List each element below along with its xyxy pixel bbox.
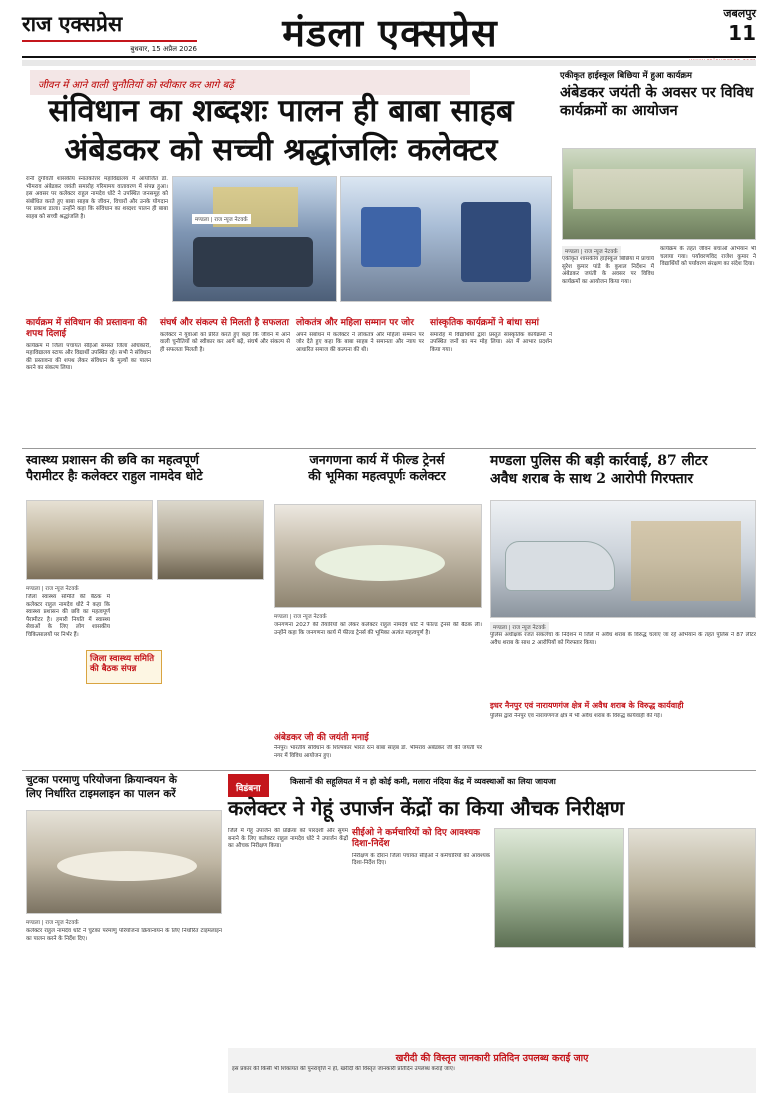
masthead-title: मंडला एक्सप्रेस <box>282 10 498 55</box>
story3-photo <box>490 500 756 618</box>
sub1 <box>26 318 151 403</box>
main-kicker-text: जीवन में आने वाली चुनौतियों को स्वीकार कर आगे बढ़ें <box>38 80 234 91</box>
masthead-strip <box>22 60 756 66</box>
story1-title-line2: पैरामीटर हैः कलेक्टर राहुल नामदेव धोटे <box>26 468 203 484</box>
story5-photo-1 <box>494 828 624 948</box>
main-lead-text <box>26 176 168 336</box>
story4-title-line1: चुटका परमाणु परियोजना क्रियान्वयन के <box>26 774 177 786</box>
story1-box <box>86 650 162 684</box>
story3-title-line2: अवैध शराब के साथ 2 आरोपी गिरफ्तार <box>490 471 694 488</box>
right1 <box>560 70 756 120</box>
story5-bottom-title: खरीदी की विस्तृत जानकारी प्रतिदिन उपलब्ध कराई जाए <box>395 1053 589 1064</box>
story3-sub <box>490 700 756 743</box>
right1-text1: एकीकृत शासकीय हाईस्कूल बिछिया में प्राचार्य सुरेश कुमार पांडे के कुशल निर्देशन में अंबेडकर जयंती के अवसर पर विविध कार्यक्रमों का आयोजन किया गया। <box>562 256 654 285</box>
story5-bottom <box>228 1048 756 1093</box>
story1-title-line1: स्वास्थ्य प्रशासन की छवि का महत्वपूर्ण <box>26 452 199 467</box>
masthead-left <box>22 10 197 54</box>
sub2-title: संघर्ष और संकल्प से मिलती है सफलता <box>160 318 289 328</box>
masthead-brand: राज एक्सप्रेस <box>22 10 197 42</box>
right1-title: अंबेडकर जयंती के अवसर पर विविध कार्यक्रमों का आयोजन <box>560 84 754 120</box>
masthead-city: जबलपुर <box>723 7 756 20</box>
rule-1 <box>22 448 756 449</box>
main-byline: मण्डला | राज न्यूज नेटवर्क <box>192 214 251 224</box>
story4-byline: मण्डला | राज न्यूज नेटवर्क <box>26 920 79 926</box>
story1-headline <box>26 452 264 485</box>
masthead-date: बुधवार, 15 अप्रैल 2026 <box>130 45 197 53</box>
main-headline-line1: संविधान का शब्दशः पालन ही बाबा साहब <box>48 93 514 129</box>
story2-title-line2: की भूमिका महत्वपूर्णः कलेक्टर <box>308 468 446 484</box>
story2-headline <box>270 452 484 485</box>
story1-text: जिला स्वास्थ्य समिति की बैठक में कलेक्टर राहुल नामदेव धोटे ने कहा कि स्वास्थ्य प्रशासन की छवि का महत्वपूर्ण पैरामीटर है। हमारी नियति में स्वास्थ्य सेवाओं के लिए लोग शासकीय चिकित्सालयों पर निर्भर हैं। <box>26 594 110 638</box>
main-headline <box>26 92 536 170</box>
story4-title-line2: लिए निर्धारित टाइमलाइन का पालन करें <box>26 787 176 800</box>
main-photo-right <box>340 176 552 302</box>
right1-text2: कार्यक्रम के तहत जीवन बचाओ अभियान भी चलाया गया। पर्यावरणविद राजेश कुमार ने विद्यार्थियों को पर्यावरण संरक्षण का संदेश दिया। <box>660 246 756 268</box>
rule-2 <box>22 770 756 771</box>
story2-photo <box>274 504 482 608</box>
story4-photo <box>26 810 222 914</box>
sub1-title: कार्यक्रम में संविधान की प्रस्तावना की शपथ दिलाई <box>26 318 147 339</box>
right1-byline: मण्डला | राज न्यूज नेटवर्क <box>562 246 621 256</box>
story4 <box>26 774 226 801</box>
story3-title-line1: मण्डला पुलिस की बड़ी कार्रवाई, 87 लीटर <box>490 453 708 469</box>
story2-subtext: नैनपुर। भारतीय संविधान के शिल्पकार भारत रत्न बाबा साहब डॉ. भीमराव अंबेडकर जी की जयंती पर नगर में विविध आयोजन हुए। <box>274 745 482 759</box>
story4-text: कलेक्टर राहुल नामदेव धोटे ने चुटका परमाणु परियोजना क्रियान्वयन के लिए निर्धारित टाइमलाइन का पालन करने के निर्देश दिए। <box>26 928 222 942</box>
main-photo-left <box>172 176 337 302</box>
sub4-title: सांस्कृतिक कार्यक्रमों ने बांधा समां <box>430 318 539 328</box>
story1-box-title: जिला स्वास्थ्य समिति की बैठक संपन्न <box>90 654 155 675</box>
sub1-text: कार्यक्रम में जिला पंचायत सीईओ समस्त जिला अधिकारी, महाविद्यालय स्टाफ और विद्यार्थी उपस्थित रहे। सभी ने संविधान की प्रस्तावना की शपथ लेकर संविधान के मूल्यों का पालन करने का संकल्प लिया। <box>26 342 151 372</box>
story1-photo-2 <box>157 500 264 580</box>
story4-headline <box>26 774 226 801</box>
story3-text: पुलिस अधीक्षक रजत सकलेचा के निर्देशन में जिले में अवैध शराब के विरुद्ध चलाए जा रहे अभियान के तहत पुलिस ने 87 लीटर अवैध शराब के साथ 2 आरोपियों को गिरफ्तार किया। <box>490 632 756 646</box>
story3 <box>490 452 756 488</box>
sub3 <box>296 318 424 392</box>
right1-photo <box>562 148 756 240</box>
sub4 <box>430 318 552 392</box>
story2-title-line1: जनगणना कार्य में फील्ड ट्रेनर्स <box>309 452 445 467</box>
story5-subtext: निरीक्षण के दौरान जिला पंचायत सीईओ ने कर्मचारियों को आवश्यक दिशा-निर्देश दिए। <box>352 852 490 867</box>
right1-kicker: एकीकृत हाईस्कूल बिछिया में हुआ कार्यक्रम <box>560 71 692 81</box>
story2-subtitle: अंबेडकर जी की जयंती मनाई <box>274 733 369 743</box>
story2-sub <box>274 730 482 773</box>
story5-title: कलेक्टर ने गेहूं उपार्जन केंद्रों का किया औचक निरीक्षण <box>228 796 625 820</box>
main-lead: रानी दुर्गावती शासकीय स्नातकोत्तर महाविद्यालय में आयोजित डॉ. भीमराव अंबेडकर जयंती समारोह गरिमामय वातावरण में संपन्न हुआ। इस अवसर पर कलेक्टर राहुल नामदेव धोटे ने उपस्थित जनसमूह को संबोधित करते हुए बाबा साहब के जीवन, विचारों और उनके योगदान पर प्रकाश डाला। उन्होंने कहा कि संविधान का शब्दशः पालन ही बाबा साहब को सच्ची श्रद्धांजलि है। <box>26 176 168 220</box>
story1-photo-1 <box>26 500 153 580</box>
story2-byline: मण्डला | राज न्यूज नेटवर्क <box>274 614 327 620</box>
story2-text: जनगणना 2027 की तैयारियों को लेकर कलेक्टर राहुल नामदेव धोटे ने फील्ड ट्रेनर्स की बैठक ली। उन्होंने कहा कि जनगणना कार्य में फील्ड ट्रेनर्स की भूमिका अत्यंत महत्वपूर्ण है। <box>274 622 482 636</box>
story1-byline: मण्डला | राज न्यूज नेटवर्क <box>26 586 79 592</box>
story5-subtitle: सीईओ ने कर्मचारियों को दिए आवश्यक दिशा-निर्देश <box>352 828 481 849</box>
page-number: 11 <box>728 21 756 45</box>
story5-bottom-text: इस प्रकार की किसी भी शिकायत की पुनरावृत्ति न हो, खरीदी की विस्तृत जानकारी प्रतिदिन उपलब्ध कराई जाए। <box>232 1066 455 1072</box>
masthead-rule <box>22 56 756 58</box>
main-headline-line2: अंबेडकर को सच्ची श्रद्धांजलिः कलेक्टर <box>64 131 498 168</box>
sub4-text: समारोह में विद्यार्थियों द्वारा प्रस्तुत सांस्कृतिक कार्यक्रमों ने उपस्थित जनों का मन मोह लिया। अंत में आभार प्रदर्शन किया गया। <box>430 331 552 353</box>
story3-subtitle: इधर नैनपुर एवं नारायणगंज क्षेत्र में अवैध शराब के विरुद्ध कार्यवाही <box>490 701 684 710</box>
story5-photo-2 <box>628 828 756 948</box>
story2 <box>270 452 484 485</box>
story1 <box>26 452 264 485</box>
sub2-text: कलेक्टर ने युवाओं को प्रेरित करते हुए कहा कि जीवन में आने वाली चुनौतियों को स्वीकार कर आगे बढ़ें, संघर्ष और संकल्प से ही सफलता मिलती है। <box>160 331 290 353</box>
story5-sub <box>352 828 490 1033</box>
sub3-title: लोकतंत्र और महिला सम्मान पर जोर <box>296 318 414 328</box>
story5-text: जिले में गेहूं उपार्जन की प्रक्रिया को पारदर्शी और सुगम बनाने के लिए कलेक्टर राहुल नामदेव धोटे ने उपार्जन केंद्रों का औचक निरीक्षण किया। <box>228 828 348 850</box>
story3-byline: मण्डला | राज न्यूज नेटवर्क <box>490 622 549 632</box>
story3-headline <box>490 452 756 488</box>
sub3-text: अपने संबोधन में कलेक्टर ने लोकतंत्र और महिला सम्मान पर जोर देते हुए कहा कि बाबा साहब ने समानता और न्याय पर आधारित समाज की कल्पना की थी। <box>296 331 424 353</box>
story5-tag-text: विडंबना <box>236 784 261 794</box>
story5-kicker: किसानों की सहूलियत में न हो कोई कमी, मलारा नंदिया केंद्र में व्यवस्थाओं का लिया जायजा <box>290 777 556 786</box>
story3-subtext: पुलिस द्वारा नैनपुर एवं नारायणगंज क्षेत्र में भी अवैध शराब के विरुद्ध कार्यवाही की गई। <box>490 713 663 719</box>
sub2 <box>160 318 290 392</box>
